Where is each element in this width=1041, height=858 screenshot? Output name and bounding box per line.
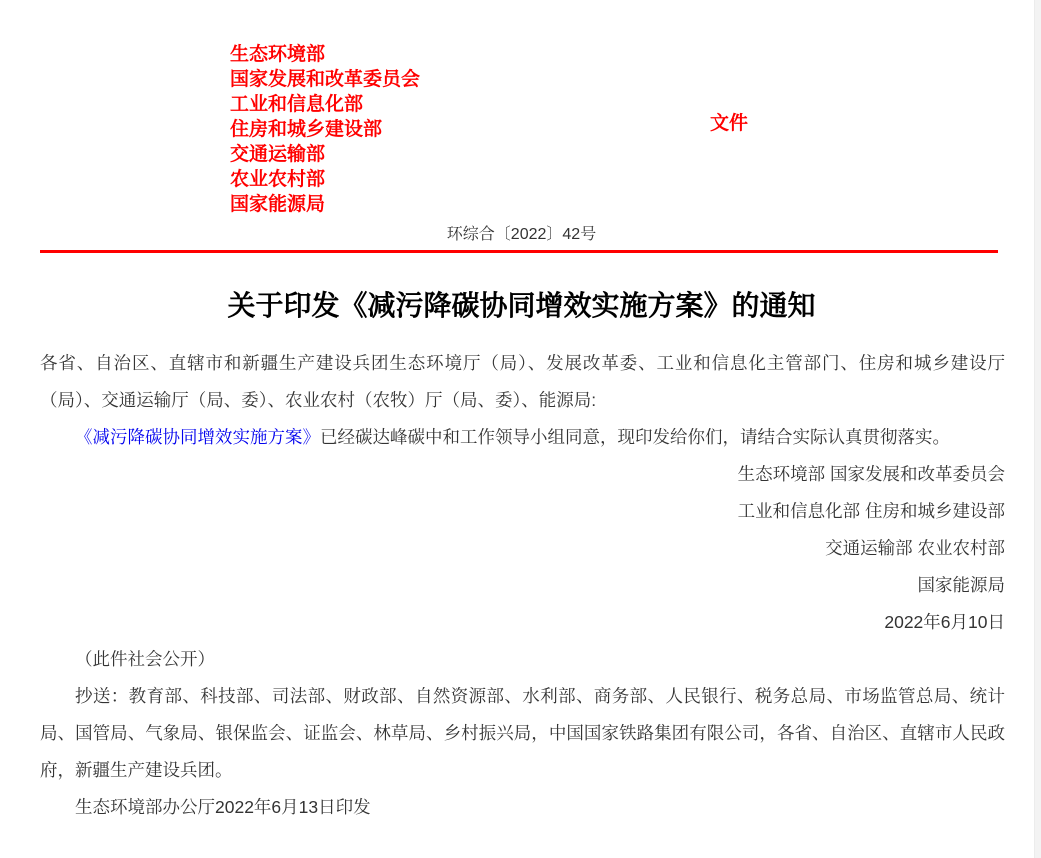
red-divider-rule: [40, 250, 998, 253]
signature-date: 2022年6月10日: [884, 612, 1005, 632]
doc-number: 环综合〔2022〕42号: [446, 226, 597, 243]
page-title: 关于印发《减污降碳协同增效实施方案》的通知: [227, 290, 816, 321]
ministry-line: 农业农村部: [230, 169, 326, 190]
signature-line: 国家能源局: [917, 575, 1005, 595]
ministry-line: 国家发展和改革委员会: [230, 69, 421, 90]
scrollbar[interactable]: [1034, 0, 1041, 858]
cc-paragraph: 抄送：教育部、科技部、司法部、财政部、自然资源部、水利部、商务部、人民银行、税务总局、市场监管总局、统计局、国管局、气象局、银保监会、证监会、林草局、乡村振兴局，中国国家铁路集团有限公司，各省、自治区、直辖市人民政府，新疆生产建设兵团。: [40, 686, 1005, 780]
ministry-line: 住房和城乡建设部: [230, 119, 383, 140]
public-disclosure-note: （此件社会公开）: [75, 649, 215, 669]
ministry-line: 工业和信息化部: [230, 94, 364, 115]
document-body: [40, 345, 1005, 826]
ministry-line: 生态环境部: [230, 44, 326, 65]
signature-line: 交通运输部 农业农村部: [825, 538, 1005, 558]
ministry-line: 国家能源局: [230, 194, 326, 215]
signature-line: 工业和信息化部 住房和城乡建设部: [737, 501, 1005, 521]
ministry-line: 交通运输部: [230, 144, 326, 165]
document-label: 文件: [710, 113, 749, 134]
print-issue-note: 生态环境部办公厅2022年6月13日印发: [75, 797, 371, 817]
plan-document-link[interactable]: 《减污降碳协同增效实施方案》: [75, 427, 320, 447]
notice-paragraph: [40, 419, 1005, 456]
notice-paragraph-text: 已经碳达峰碳中和工作领导小组同意，现印发给你们，请结合实际认真贯彻落实。: [320, 427, 950, 447]
signature-line: 生态环境部 国家发展和改革委员会: [737, 464, 1005, 484]
letterhead-ministries: [230, 42, 420, 217]
recipients-paragraph: 各省、自治区、直辖市和新疆生产建设兵团生态环境厅（局）、发展改革委、工业和信息化主管部门、住房和城乡建设厅（局）、交通运输厅（局、委）、农业农村（农牧）厅（局、委）、能源局:: [40, 353, 1005, 410]
